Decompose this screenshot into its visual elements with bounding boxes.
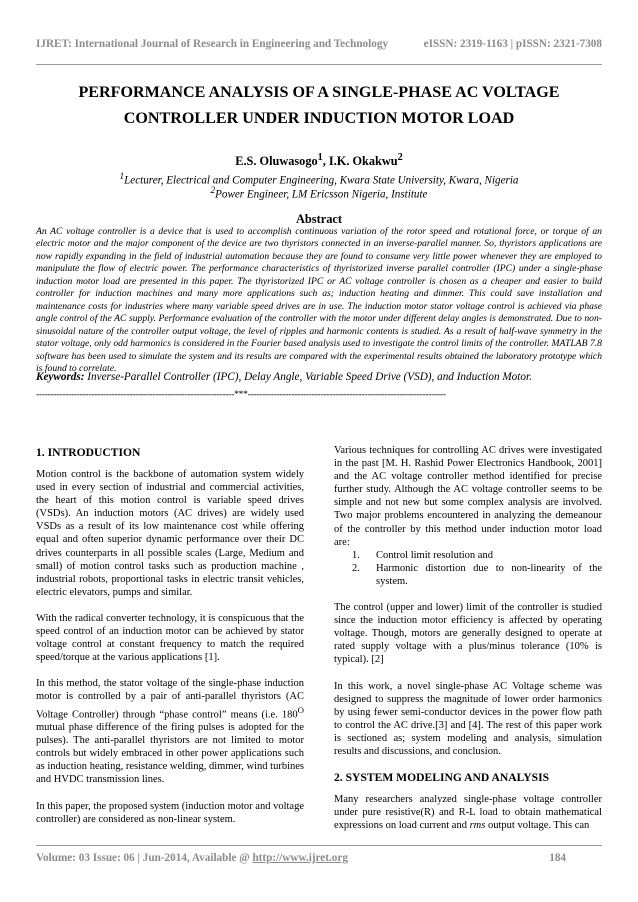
- intro-paragraph-1: Motion control is the backbone of automation system widely used in every section of industrial and commercial activities, the heart of this motion control is variable speed drives (VSDs). An induction motors (AC drives) are widely used VSDs as a result of its low maintenance cost while offering equal and often superior dynamic performance over their DC drives counterparts in all possible scales (Large, Medium and small) of motion control tasks such as production machine , industrial robots, proportional tasks in electric transit vehicles, electric elevators, pumps and similar.: [36, 469, 304, 598]
- intro-paragraph-3: [36, 677, 304, 786]
- right-column: [334, 444, 602, 832]
- author-1: E.S. Oluwasogo: [235, 154, 318, 169]
- intro-paragraph-4: In this paper, the proposed system (induction motor and voltage controller) are considered as non-linear system.: [36, 800, 304, 825]
- right-paragraph-4-b: output voltage. This can: [485, 820, 590, 832]
- author-separator: ,: [322, 154, 329, 169]
- affiliation-1-text: Lecturer, Electrical and Computer Engineering, Kwara State University, Kwara, Nigeria: [124, 174, 519, 187]
- intro-paragraph-2: With the radical converter technology, it is conspicuous that the speed control of an induction motor can be achieved by stator voltage control at constant frequency to match the required speed/torque at the various applications [1].: [36, 612, 304, 664]
- journal-link[interactable]: http://www.ijret.org: [252, 852, 348, 864]
- keywords-text: Inverse-Parallel Controller (IPC), Delay Angle, Variable Speed Drive (VSD), and Induction Motor.: [87, 371, 532, 383]
- left-column: [36, 446, 304, 826]
- page-number: 184: [549, 852, 566, 864]
- list-item: [334, 562, 602, 588]
- keywords: [36, 371, 602, 383]
- title-line-1: PERFORMANCE ANALYSIS OF A SINGLE-PHASE AC VOLTAGE: [78, 84, 560, 101]
- intro-paragraph-3-b: mutual phase difference of the firing pulses is adopted for the pulses). The anti-parallel thyristors are not limited to motor controls but widely embraced in other power applications such as induction heating, resistance welding, dimmer, wind turbines and HVDC transmission lines.: [36, 722, 304, 786]
- list-item-text: Harmonic distortion due to non-linearity of the system.: [376, 562, 602, 587]
- right-paragraph-4-a: Many researchers analyzed single-phase voltage controller under pure resistive(R) and R-L load to obtain mathematical expressions on load current and: [334, 794, 602, 832]
- affiliation-2: [36, 186, 602, 201]
- introduction-heading: 1. INTRODUCTION: [36, 446, 141, 459]
- keywords-label: Keywords:: [36, 371, 85, 383]
- problems-list: [334, 549, 602, 588]
- footer-volume: [36, 852, 348, 864]
- list-item: [334, 549, 602, 562]
- author-2: I.K. Okakwu: [328, 154, 398, 169]
- author-2-sup: 2: [397, 152, 403, 163]
- degree-sup: O: [297, 704, 304, 715]
- affiliation-2-text: Power Engineer, LM Ericsson Nigeria, Institute: [215, 188, 428, 201]
- footer-volume-text: Volume: 03 Issue: 06 | Jun-2014, Available @: [36, 852, 253, 864]
- affiliation-1: [36, 172, 602, 187]
- issn: eISSN: 2319-1163 | pISSN: 2321-7308: [423, 38, 602, 50]
- header-rule: [36, 64, 602, 65]
- list-item-number: 1.: [352, 549, 360, 561]
- paper-title: [36, 80, 602, 132]
- section-divider: --------------------------------------------------------------------***--------------------------------------------------------------------: [36, 390, 446, 400]
- right-paragraph-2: The control (upper and lower) limit of the controller is studied since the induction motor efficiency is affected by operating voltage. Though, motors are generally designed to operate at rated supply voltage with a plus/minus tolerance (10% is typical). [2]: [334, 602, 602, 666]
- rms-term: rms: [469, 820, 486, 832]
- intro-paragraph-3-a: In this method, the stator voltage of the single-phase induction motor is controlled by a pair of anti-parallel thyristors (AC Voltage Controller) through “phase control” means (i.e. 180: [36, 678, 304, 720]
- affiliation-2-sup: 2: [210, 186, 216, 196]
- abstract-text: An AC voltage controller is a device that is used to accomplish continuous variation of the rotor speed and rotational force, or torque of an electric motor and the major component of the device are two thyristors connected in an inverse-parallel manner. So, thyristors applications are now rapidly expanding in the field of industrial automation because they are found to consume very little power whenever they are employed to manipulate the flow of electric power. The performance characteristics of thyristorized inverse parallel controller (IPC) under a single-phase induction motor load are presented in this paper. The thyristorized IPC or AC voltage controller is chosen as a cheaper and easier to build controller for induction machines and many more applications such as; induction heating and dimmer. This could save installation and maintenance costs for industries where many variable speed drives are in use. The induction motor stator voltage control is achieved via phase angle control of the AC supply. Performance evaluation of the controller with the motor under different delay angles is demonstrated. Due to non-sinusoidal nature of the controller output voltage, the level of ripples and harmonic contents is studied. As a result of half-wave symmetry in the stator voltage, only odd harmonics is considered in the Fourier based analysis used to investigate the control limits of the controller. MATLAB 7.8 software has been used to simulate the system and its results are compared with the experimental results obtained the laboratory prototype which is found to correlate.: [36, 226, 602, 374]
- footer-rule: [36, 845, 602, 846]
- author-1-sup: 1: [317, 152, 323, 163]
- list-item-number: 2.: [352, 562, 360, 574]
- right-paragraph-3: In this work, a novel single-phase AC Voltage scheme was designed to suppress the magnitude of lower order harmonics by using fewer semi-conductor devices in the power flow path to control the AC drive.[3] and [4]. The rest of this paper work is sectioned as; system modeling and analysis, simulation results and discussions, and conclusion.: [334, 680, 602, 757]
- affiliation-1-sup: 1: [119, 172, 125, 182]
- journal-name: IJRET: International Journal of Research in Engineering and Technology: [36, 38, 389, 50]
- system-modeling-heading: 2. SYSTEM MODELING AND ANALYSIS: [334, 771, 550, 785]
- title-line-2: CONTROLLER UNDER INDUCTION MOTOR LOAD: [123, 110, 515, 127]
- authors: [36, 152, 602, 169]
- right-paragraph-1: Various techniques for controlling AC drives were investigated in the past [M. H. Rashid Power Electronics Handbook, 2001] and the AC voltage controller method identified for precise further study. Although the AC voltage controller seems to be simple and not new but some complex analysis are involved. Two major problems encountered in analyzing the demeanour of the controller by this method under induction motor load are:: [334, 445, 602, 548]
- right-paragraph-4: [334, 793, 602, 832]
- abstract-heading: Abstract: [295, 212, 343, 226]
- list-item-text: Control limit resolution and: [376, 549, 493, 561]
